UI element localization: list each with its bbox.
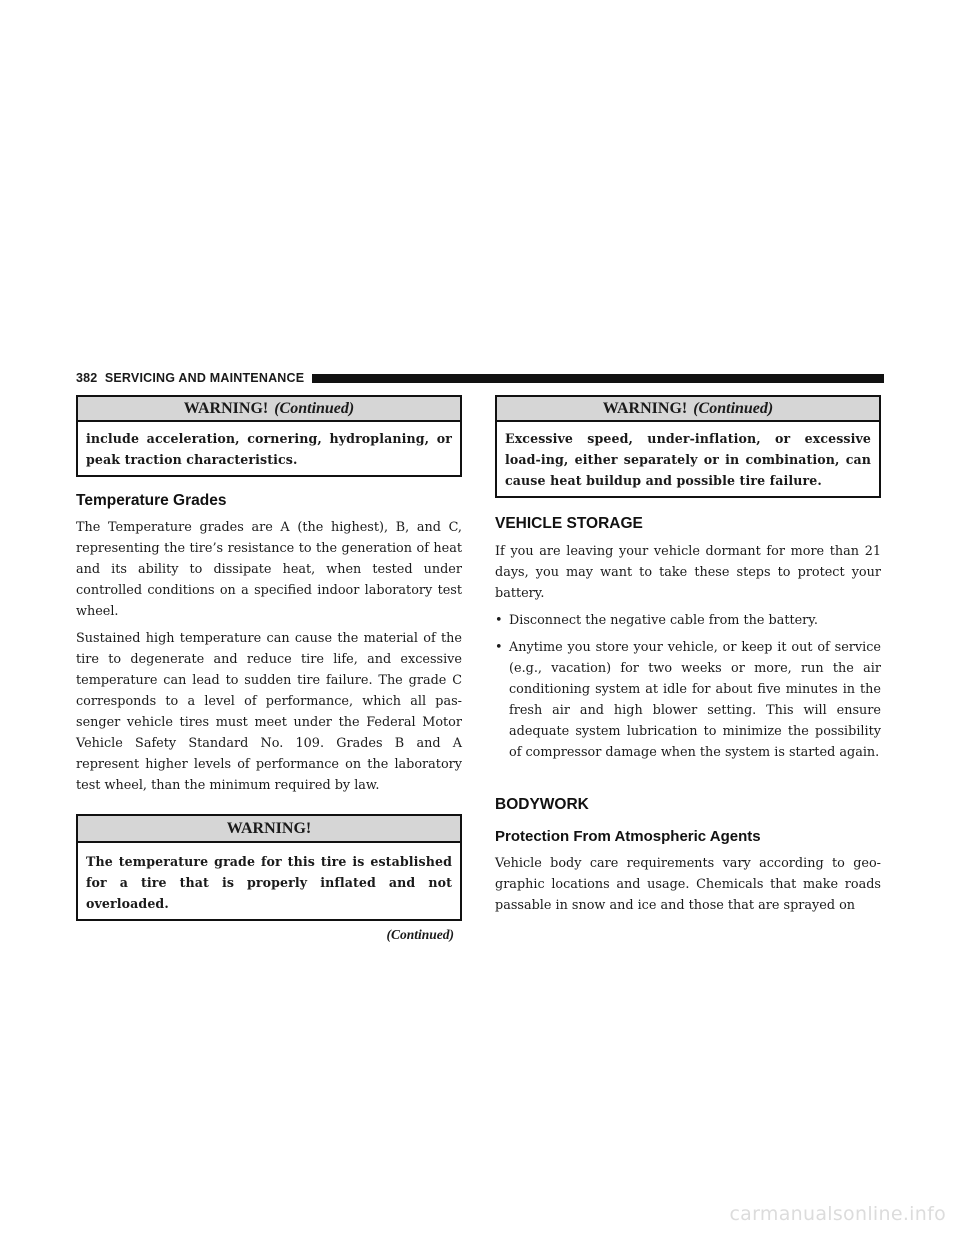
temperature-paragraph-1: The Temperature grades are A (the highest), B, and C, representing the tire’s resistance to the generation of heat and its ability to dissipate heat, when tested under controlled conditions on a specified indoor laboratory test wheel. xyxy=(76,520,462,619)
warning-box-continued xyxy=(76,395,462,477)
vehicle-storage-heading: VEHICLE STORAGE xyxy=(495,515,643,532)
warning-continued-label: (Continued) xyxy=(274,400,355,417)
warning-header xyxy=(78,397,460,422)
list-item xyxy=(495,610,881,631)
warning-body: Excessive speed, under-inflation, or excessive load-ing, either separately or in combination, can cause heat buildup and possible tire failure. xyxy=(505,431,871,488)
storage-paragraph: If you are leaving your vehicle dormant for more than 21 days, you may want to take these steps to protect your battery. xyxy=(495,544,881,601)
list-item-text: Anytime you store your vehicle, or keep it out of service (e.g., vacation) for two weeks or more, run the air conditioning system at idle for about five minutes in the fresh air and high blower setting. This will ensure adequate system lubrication to minimize the possibility of compressor damage when the system is started again. xyxy=(509,640,881,760)
bullet-icon: • xyxy=(495,613,503,628)
warning-header xyxy=(78,816,460,843)
section-title: SERVICING AND MAINTENANCE xyxy=(104,371,305,385)
warning-continued-label: (Continued) xyxy=(693,400,774,417)
warning-body: include acceleration, cornering, hydroplaning, or peak traction characteristics. xyxy=(86,431,452,467)
warning-box xyxy=(76,814,462,921)
list-item-text: Disconnect the negative cable from the battery. xyxy=(509,613,818,628)
warning-body: The temperature grade for this tire is established for a tire that is properly inflated and not overloaded. xyxy=(86,854,452,911)
right-column xyxy=(495,395,881,916)
warning-title: WARNING! xyxy=(226,820,312,837)
storage-bullet-list xyxy=(495,610,881,763)
warning-header xyxy=(497,397,879,422)
temperature-grades-heading: Temperature Grades xyxy=(76,492,227,509)
header-rule xyxy=(312,374,884,383)
page-number: 382 xyxy=(76,371,98,385)
protection-heading: Protection From Atmospheric Agents xyxy=(495,828,761,845)
left-column xyxy=(76,395,462,943)
page-header-text xyxy=(76,371,304,385)
warning-box-continued xyxy=(495,395,881,498)
watermark: carmanualsonline.info xyxy=(729,1203,946,1225)
warning-title: WARNING! xyxy=(602,400,688,417)
temperature-paragraph-2: Sustained high temperature can cause the material of the tire to degenerate and reduce tire life, and excessive temperature can lead to sudden tire failure. The grade C corresponds to a level of performance, which all pas-senger vehicle tires must meet under the Federal Motor Vehicle Safety Standard No. 109. Grades B and A represent higher levels of performance on the laboratory test wheel, than the minimum required by law. xyxy=(76,631,462,793)
protection-paragraph: Vehicle body care requirements vary according to geo-graphic locations and usage. Chemicals that make roads passable in snow and ice and those that are sprayed on xyxy=(495,856,881,913)
warning-title: WARNING! xyxy=(183,400,269,417)
continued-footer: (Continued) xyxy=(386,927,454,942)
page-header xyxy=(76,370,884,386)
bullet-icon: • xyxy=(495,640,503,655)
list-item xyxy=(495,637,881,763)
bodywork-heading: BODYWORK xyxy=(495,796,589,813)
